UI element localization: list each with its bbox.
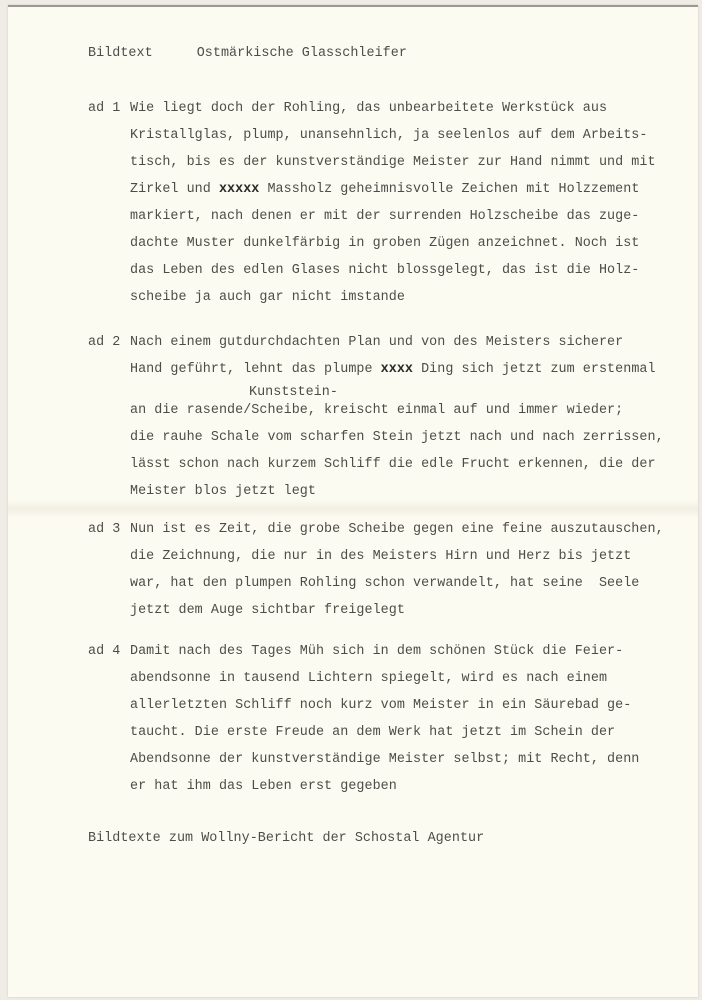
text-segment: Ding sich jetzt zum erstenmal [413,362,656,377]
paragraph-ad-2 [88,329,664,505]
text-segment: Zirkel und [130,182,219,197]
text-line: an die rasende/Scheibe, kreischt einmal auf und immer wieder; [130,403,624,418]
text-segment: Massholz geheimnisvolle Zeichen mit Holzzement [259,182,640,197]
paragraph-ad-4 [88,638,639,800]
document-header [88,40,407,67]
text-line: Kristallglas, plump, unansehnlich, ja seelenlos auf dem Arbeits- [130,128,648,143]
text-line: dachte Muster dunkelfärbig in groben Zügen anzeichnet. Noch ist [130,236,640,251]
interlinear-insertion: Kunststein- [249,385,338,400]
text-line: taucht. Die erste Freude an dem Werk hat jetzt im Schein der [130,725,616,740]
text-line [130,356,664,383]
paragraph-label: ad 4 [88,644,121,659]
text-line: Nach einem gutdurchdachten Plan und von des Meisters sicherer [130,335,624,350]
text-line: scheibe ja auch gar nicht imstande [130,290,405,305]
text-line: Abendsonne der kunstverständige Meister selbst; mit Recht, denn [130,752,640,767]
text-line: Wie liegt doch der Rohling, das unbearbeitete Werkstück aus [130,101,608,116]
text-line [130,176,656,203]
paragraph-ad-3 [88,516,664,624]
text-line: Damit nach des Tages Müh sich in dem schönen Stück die Feier- [130,644,624,659]
paragraph-ad-1 [88,95,656,311]
struck-out-text: xxxxx [218,182,260,197]
text-line: allerletzten Schliff noch kurz vom Meister in ein Säurebad ge- [130,698,632,713]
text-line: lässt schon nach kurzem Schliff die edle Frucht erkennen, die der [130,457,656,472]
paragraph-label: ad 1 [88,101,121,116]
text-line: das Leben des edlen Glases nicht blossgelegt, das ist die Holz- [130,263,640,278]
text-line: markiert, nach denen er mit der surrenden Holzscheibe das zuge- [130,209,640,224]
text-line: Nun ist es Zeit, die grobe Scheibe gegen eine feine auszutauschen, [130,522,664,537]
text-line: war, hat den plumpen Rohling schon verwandelt, hat seine Seele [130,576,640,591]
struck-out-text: xxxx [380,362,413,377]
text-line: die rauhe Schale vom scharfen Stein jetzt nach und nach zerrissen, [130,430,664,445]
paragraph-label: ad 2 [88,335,121,350]
text-segment: Hand geführt, lehnt das plumpe [130,362,381,377]
header-title: Ostmärkische Glasschleifer [196,46,407,61]
text-line: jetzt dem Auge sichtbar freigelegt [130,603,405,618]
document-footer: Bildtexte zum Wollny-Bericht der Schostal Agentur [88,831,485,846]
text-line: die Zeichnung, die nur in des Meisters Hirn und Herz bis jetzt [130,549,632,564]
text-line: er hat ihm das Leben erst gegeben [130,779,397,794]
paragraph-label: ad 3 [88,522,121,537]
text-line: abendsonne in tausend Lichtern spiegelt, wird es nach einem [130,671,608,686]
text-line: tisch, bis es der kunstverständige Meister zur Hand nimmt und mit [130,155,656,170]
header-label: Bildtext [88,46,153,61]
text-line: Meister blos jetzt legt [130,484,316,499]
